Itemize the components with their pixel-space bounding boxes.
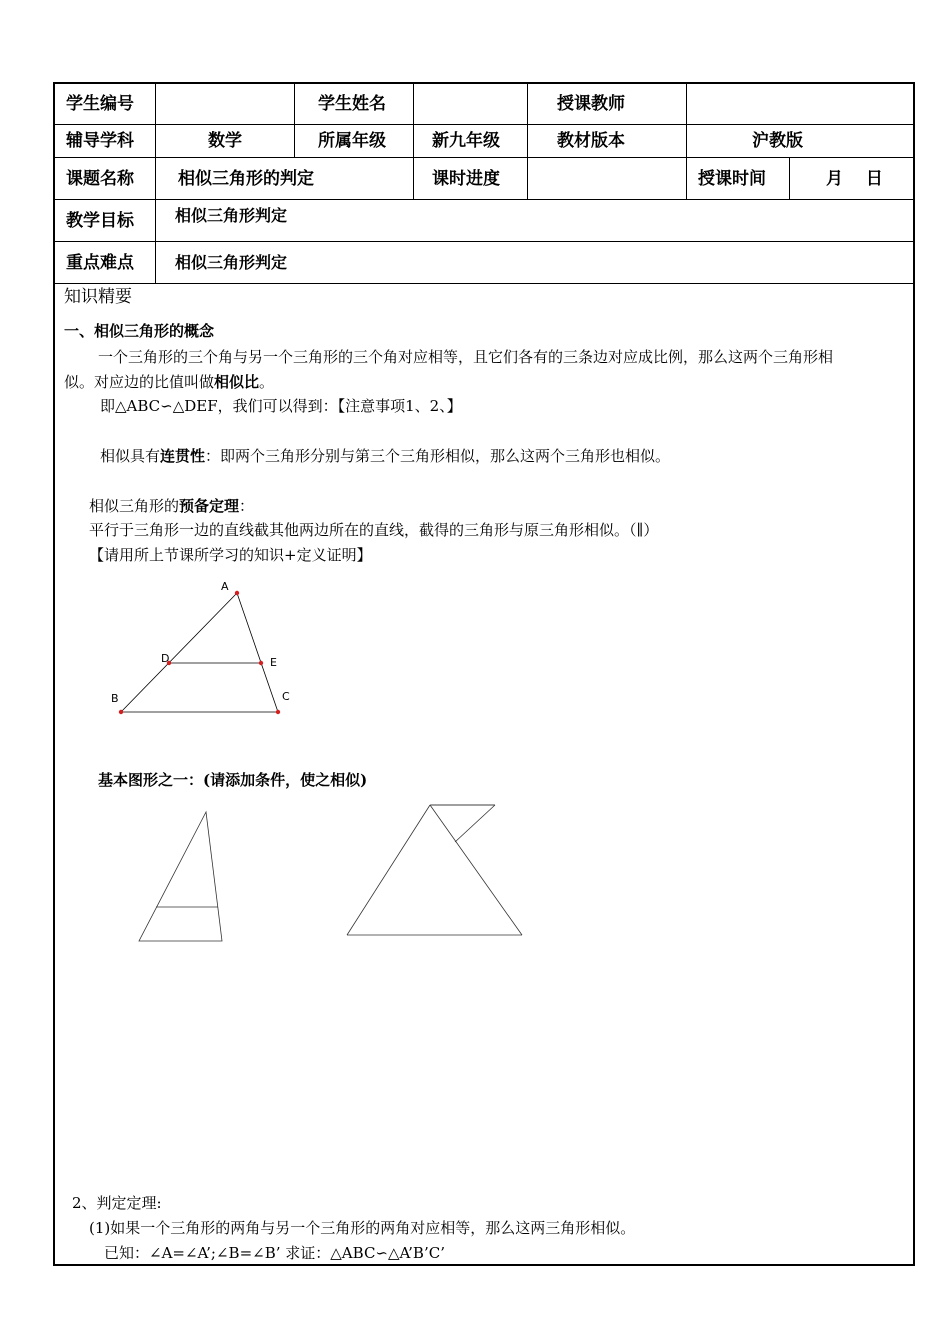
textbook-label: 教材版本: [557, 131, 625, 151]
table-col-divider: [789, 157, 790, 199]
table-col-divider: [413, 82, 414, 199]
label-a: A: [221, 580, 229, 593]
preliminary-theorem-text: 平行于三角形一边的直线截其他两边所在的直线，截得的三角形与原三角形相似。（∥）: [89, 521, 659, 539]
preliminary-theorem-heading: 相似三角形的预备定理：: [89, 497, 255, 515]
subject-value: 数学: [208, 131, 242, 151]
heading-concept: 一、相似三角形的概念: [64, 322, 215, 340]
progress-label: 课时进度: [432, 169, 500, 189]
goal-label: 教学目标: [66, 211, 134, 231]
basic-figures: [130, 800, 550, 950]
teacher-label: 授课教师: [557, 94, 625, 114]
grade-label: 所属年级: [318, 131, 386, 151]
focus-label: 重点难点: [66, 253, 134, 273]
student-name-label: 学生姓名: [318, 94, 386, 114]
topic-value: 相似三角形的判定: [178, 169, 314, 189]
point-e: [259, 661, 263, 665]
figure-line-3: [455, 805, 495, 842]
focus-value: 相似三角形判定: [175, 253, 288, 272]
table-row-divider: [53, 124, 915, 125]
table-col-divider: [686, 82, 687, 199]
table-row-divider: [53, 199, 915, 200]
time-label: 授课时间: [698, 169, 766, 189]
point-b: [119, 710, 123, 714]
point-a: [235, 591, 239, 595]
judgement-theorem-heading: 2、判定定理:: [72, 1194, 162, 1212]
figure-line-1: [347, 805, 430, 935]
table-row-divider: [53, 241, 915, 242]
table-row-divider: [53, 157, 915, 158]
triangle-parallel-figure: [100, 575, 320, 725]
point-c: [276, 710, 280, 714]
figure-line-4: [430, 805, 522, 935]
similarity-ratio-term: 相似比: [214, 373, 260, 391]
student-id-label: 学生编号: [66, 94, 134, 114]
table-col-divider: [155, 82, 156, 283]
table-col-divider: [527, 82, 528, 199]
basic-figure-heading: 基本图形之一：(请添加条件，使之相似): [98, 771, 368, 789]
proof-prompt: 【请用所上节课所学习的知识+定义证明】: [89, 546, 372, 564]
section-title: 知识精要: [64, 287, 132, 307]
grade-value: 新九年级: [432, 131, 500, 151]
goal-value: 相似三角形判定: [175, 206, 288, 225]
concept-paragraph-line2: 似。对应边的比值叫做相似比。: [64, 373, 275, 391]
similarity-notation: 即△ABC∽△DEF，我们可以得到：【注意事项1、2、】: [100, 397, 462, 415]
transitivity-paragraph: 相似具有连贯性：即两个三角形分别与第三个三角形相似，那么这两个三角形也相似。: [100, 447, 671, 465]
judgement-rule-1: (1)如果一个三角形的两角与另一个三角形的两角对应相等，那么这两三角形相似。: [89, 1219, 636, 1237]
textbook-value: 沪教版: [752, 131, 803, 151]
time-value: 月 日: [826, 169, 883, 189]
label-b: B: [111, 692, 119, 705]
table-row-divider: [53, 283, 915, 284]
label-d: D: [161, 652, 170, 665]
label-c: C: [282, 690, 290, 703]
subject-label: 辅导学科: [66, 131, 134, 151]
topic-label: 课题名称: [66, 169, 134, 189]
given-prove-statement: 已知：∠A=∠A’;∠B=∠B’ 求证：△ABC∽△A’B’C’: [104, 1244, 445, 1262]
label-e: E: [270, 656, 277, 669]
concept-paragraph-line1: 一个三角形的三个角与另一个三角形的三个角对应相等，且它们各有的三条边对应成比例，那么这两个三角形相: [98, 348, 834, 366]
figure-triangle-left: [139, 812, 222, 941]
table-col-divider: [294, 82, 295, 157]
